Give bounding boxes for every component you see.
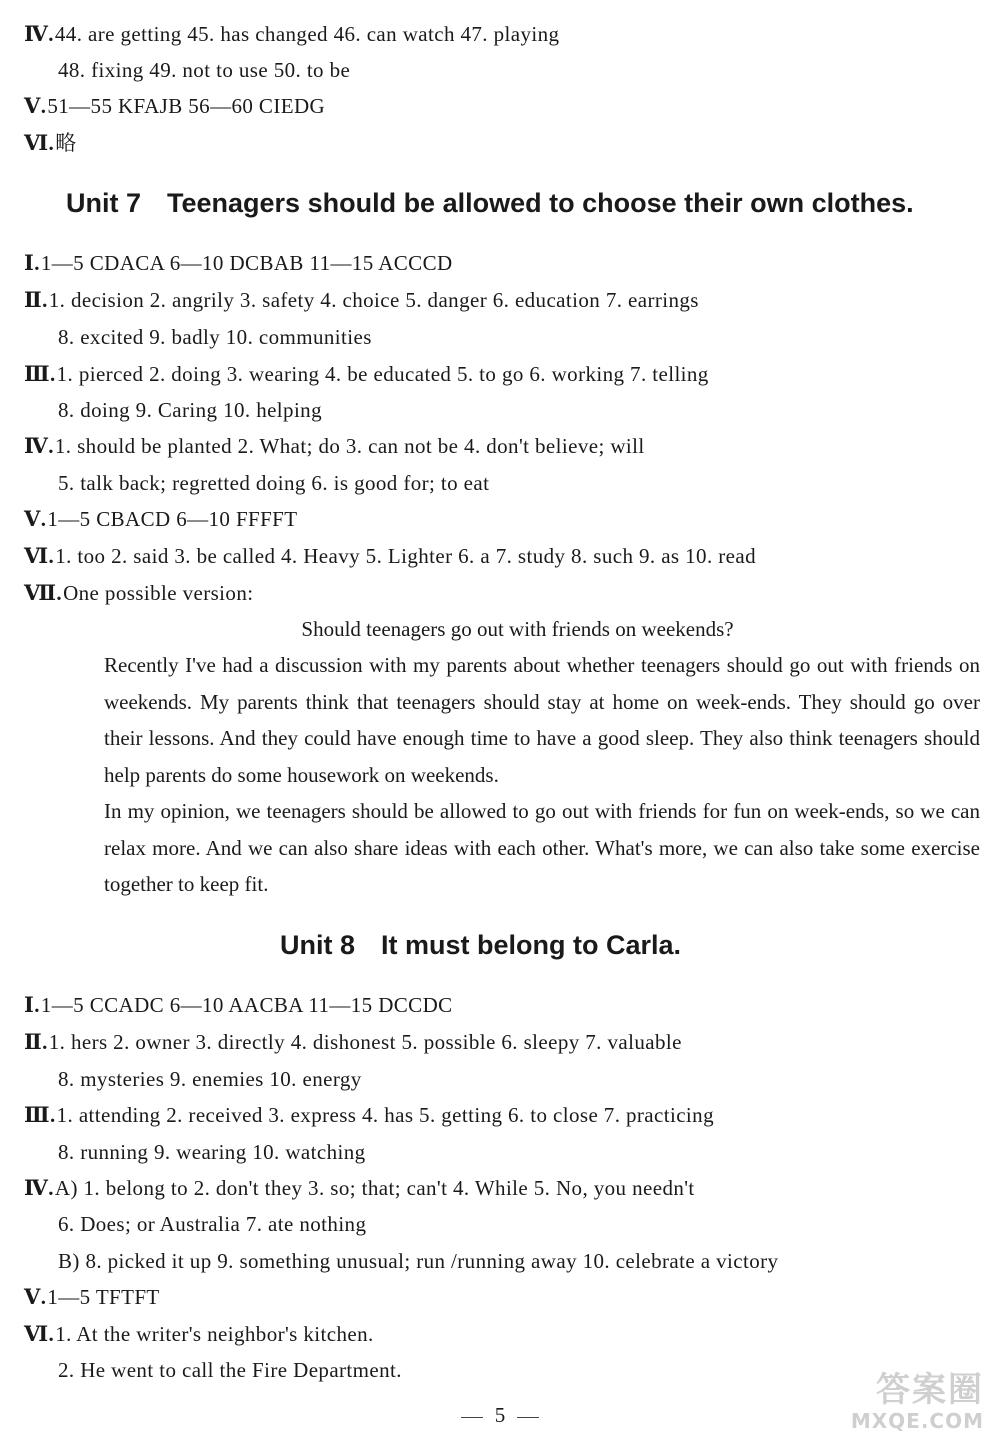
section-numeral: Ⅱ. xyxy=(24,288,48,312)
answer-line xyxy=(58,1248,778,1274)
unit-title: It must belong to Carla. xyxy=(381,930,682,960)
answer-text: 1—5 CBACD 6—10 FFFFT xyxy=(47,507,298,531)
answer-line xyxy=(24,1175,695,1201)
unit8-heading xyxy=(280,929,681,961)
answer-line xyxy=(24,992,453,1018)
answer-text: 5. talk back; regretted doing 6. is good for; to eat xyxy=(58,471,490,495)
answer-line xyxy=(24,250,453,276)
section-numeral: Ⅳ. xyxy=(24,434,54,458)
answer-line xyxy=(24,1029,682,1055)
unit-title: Teenagers should be allowed to choose their own clothes. xyxy=(167,188,914,218)
section-numeral: Ⅴ. xyxy=(24,94,47,118)
answer-line-iv xyxy=(24,21,559,47)
answer-line xyxy=(24,287,699,313)
paragraph-text: Recently I've had a discussion with my parents about whether teenagers should go out with friends on weekends. My parents think that teenagers should stay at home on week-ends. They should go over their lessons. And they could have enough time to have a good sleep. They also think teenagers should help parents do some housework on weekends. xyxy=(104,653,980,787)
answer-text: 44. are getting 45. has changed 46. can watch 47. playing xyxy=(54,22,560,46)
answer-text: 1. pierced 2. doing 3. wearing 4. be educated 5. to go 6. working 7. telling xyxy=(56,362,709,386)
divider xyxy=(461,1417,483,1418)
section-numeral: Ⅱ. xyxy=(24,1030,48,1054)
section-numeral: Ⅰ. xyxy=(24,993,40,1017)
answer-text: 8. excited 9. badly 10. communities xyxy=(58,325,372,349)
section-numeral: Ⅰ. xyxy=(24,251,40,275)
unit-label: Unit 8 xyxy=(280,930,356,960)
answer-line xyxy=(24,580,253,606)
essay-paragraph xyxy=(58,793,980,903)
watermark-url: MXQE.COM xyxy=(850,1409,984,1433)
section-numeral: Ⅴ. xyxy=(24,507,47,531)
answer-text: 1. hers 2. owner 3. directly 4. dishonest 5. possible 6. sleepy 7. valuable xyxy=(48,1030,682,1054)
section-numeral: Ⅳ. xyxy=(24,22,54,46)
answer-line xyxy=(58,1066,362,1092)
section-numeral: Ⅲ. xyxy=(24,362,56,386)
answer-text: 6. Does; or Australia 7. ate nothing xyxy=(58,1212,367,1236)
watermark-logo-text: 答案圈 xyxy=(876,1370,984,1410)
answer-line xyxy=(24,433,645,459)
answer-line xyxy=(24,361,709,387)
answer-text: 2. He went to call the Fire Department. xyxy=(58,1358,402,1382)
answer-line xyxy=(58,1139,366,1165)
answer-line-v xyxy=(24,93,325,119)
answer-text: 1. too 2. said 3. be called 4. Heavy 5. Lighter 6. a 7. study 8. such 9. as 10. read xyxy=(55,544,756,568)
answer-text: 1. should be planted 2. What; do 3. can not be 4. don't believe; will xyxy=(54,434,645,458)
answer-line xyxy=(58,1211,366,1237)
section-numeral: Ⅶ. xyxy=(24,581,63,605)
answer-line xyxy=(24,543,756,569)
page-number-text: 5 xyxy=(494,1403,506,1427)
answer-line xyxy=(58,1357,402,1383)
unit-label: Unit 7 xyxy=(66,188,142,218)
section-numeral: Ⅵ. xyxy=(24,131,55,155)
section-numeral: Ⅳ. xyxy=(24,1176,54,1200)
answer-line xyxy=(58,470,489,496)
section-numeral: Ⅲ. xyxy=(24,1103,56,1127)
answer-text: 1. attending 2. received 3. express 4. has 5. getting 6. to close 7. practicing xyxy=(56,1103,714,1127)
answer-text: 1. decision 2. angrily 3. safety 4. choice 5. danger 6. education 7. earrings xyxy=(48,288,699,312)
answer-text: 48. fixing 49. not to use 50. to be xyxy=(58,58,351,82)
answer-text: 1. At the writer's neighbor's kitchen. xyxy=(55,1322,374,1346)
answer-text: 1—5 CDACA 6—10 DCBAB 11—15 ACCCD xyxy=(40,251,453,275)
answer-text: 略 xyxy=(55,131,77,155)
answer-line xyxy=(58,324,372,350)
answer-text: 8. doing 9. Caring 10. helping xyxy=(58,398,322,422)
answer-text: 51—55 KFAJB 56—60 CIEDG xyxy=(47,94,326,118)
answer-line xyxy=(24,1102,714,1128)
answer-text: 8. mysteries 9. enemies 10. energy xyxy=(58,1067,362,1091)
divider xyxy=(517,1417,539,1418)
answer-line xyxy=(24,1284,160,1310)
unit7-heading xyxy=(66,187,914,219)
paragraph-text: In my opinion, we teenagers should be allowed to go out with friends for fun on week-ends, so we can relax more. And we can also share ideas with each other. What's more, we can also take some exercise together to keep fit. xyxy=(104,799,980,896)
answer-line xyxy=(24,1321,374,1347)
answer-text: A) 1. belong to 2. don't they 3. so; that; can't 4. While 5. No, you needn't xyxy=(54,1176,695,1200)
answer-line xyxy=(24,506,298,532)
answer-text: B) 8. picked it up 9. something unusual; run /running away 10. celebrate a victory xyxy=(58,1249,779,1273)
watermark-logo xyxy=(834,1370,984,1442)
answer-line xyxy=(58,397,322,423)
answer-line xyxy=(58,57,350,83)
essay-title: Should teenagers go out with friends on weekends? xyxy=(301,617,734,641)
answer-text: 1—5 TFTFT xyxy=(47,1285,160,1309)
answer-text: 1—5 CCADC 6—10 AACBA 11—15 DCCDC xyxy=(40,993,453,1017)
essay-paragraph xyxy=(58,647,980,793)
answer-text: One possible version: xyxy=(63,581,254,605)
section-numeral: Ⅴ. xyxy=(24,1285,47,1309)
answer-line-vi xyxy=(24,130,77,156)
answer-text: 8. running 9. wearing 10. watching xyxy=(58,1140,366,1164)
section-numeral: Ⅵ. xyxy=(24,544,55,568)
section-numeral: Ⅵ. xyxy=(24,1322,55,1346)
